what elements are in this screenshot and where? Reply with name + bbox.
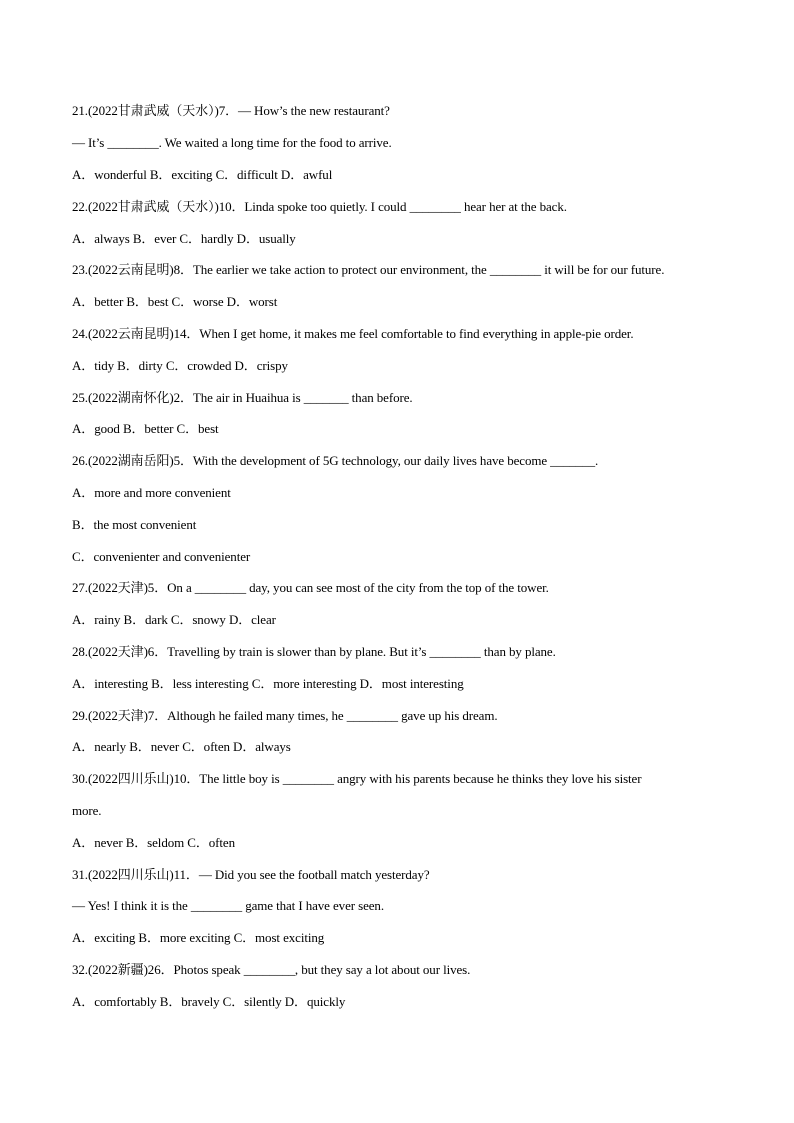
question-23-stem: 23.(2022云南昆明)8．The earlier we take action to protect our environment, the ________ it will be for our future. bbox=[72, 262, 665, 277]
question-25-options: A．good B．better C．best bbox=[72, 421, 219, 436]
question-31-reply: — Yes! I think it is the ________ game that I have ever seen. bbox=[72, 898, 384, 913]
question-32-stem: 32.(2022新疆)26．Photos speak ________, but they say a lot about our lives. bbox=[72, 962, 471, 977]
question-30-stem-continued: more. bbox=[72, 803, 102, 818]
question-32-options: A．comfortably B．bravely C．silently D．quickly bbox=[72, 994, 346, 1009]
question-31-stem: 31.(2022四川乐山)11．— Did you see the football match yesterday? bbox=[72, 867, 430, 882]
question-27-stem: 27.(2022天津)5．On a ________ day, you can see most of the city from the top of the tower. bbox=[72, 580, 549, 595]
question-26-option-a: A．more and more convenient bbox=[72, 485, 231, 500]
question-21-reply: — It’s ________. We waited a long time for the food to arrive. bbox=[72, 135, 392, 150]
question-26-stem: 26.(2022湖南岳阳)5．With the development of 5G technology, our daily lives have become _______. bbox=[72, 453, 599, 468]
question-26-option-b: B．the most convenient bbox=[72, 517, 197, 532]
question-24-options: A．tidy B．dirty C．crowded D．crispy bbox=[72, 358, 288, 373]
question-31-options: A．exciting B．more exciting C．most exciting bbox=[72, 930, 325, 945]
question-23-options: A．better B．best C．worse D．worst bbox=[72, 294, 278, 309]
question-28-options: A．interesting B．less interesting C．more interesting D．most interesting bbox=[72, 676, 464, 691]
question-30-stem: 30.(2022四川乐山)10．The little boy is ________ angry with his parents because he thinks they love his sister bbox=[72, 771, 642, 786]
question-21-stem: 21.(2022甘肃武威（天水）)7．— How’s the new restaurant? bbox=[72, 103, 390, 118]
question-22-options: A．always B．ever C．hardly D．usually bbox=[72, 231, 296, 246]
question-27-options: A．rainy B．dark C．snowy D．clear bbox=[72, 612, 276, 627]
question-28-stem: 28.(2022天津)6．Travelling by train is slower than by plane. But it’s ________ than by plane. bbox=[72, 644, 556, 659]
question-24-stem: 24.(2022云南昆明)14．When I get home, it makes me feel comfortable to find everything in apple-pie order. bbox=[72, 326, 634, 341]
question-21-options: A．wonderful B．exciting C．difficult D．awful bbox=[72, 167, 333, 182]
question-29-stem: 29.(2022天津)7．Although he failed many times, he ________ gave up his dream. bbox=[72, 708, 498, 723]
question-30-options: A．never B．seldom C．often bbox=[72, 835, 235, 850]
question-22-stem: 22.(2022甘肃武威（天水）)10．Linda spoke too quietly. I could ________ hear her at the back. bbox=[72, 199, 567, 214]
question-26-option-c: C．convenienter and convenienter bbox=[72, 549, 251, 564]
question-29-options: A．nearly B．never C．often D．always bbox=[72, 739, 291, 754]
question-25-stem: 25.(2022湖南怀化)2．The air in Huaihua is _______ than before. bbox=[72, 390, 413, 405]
